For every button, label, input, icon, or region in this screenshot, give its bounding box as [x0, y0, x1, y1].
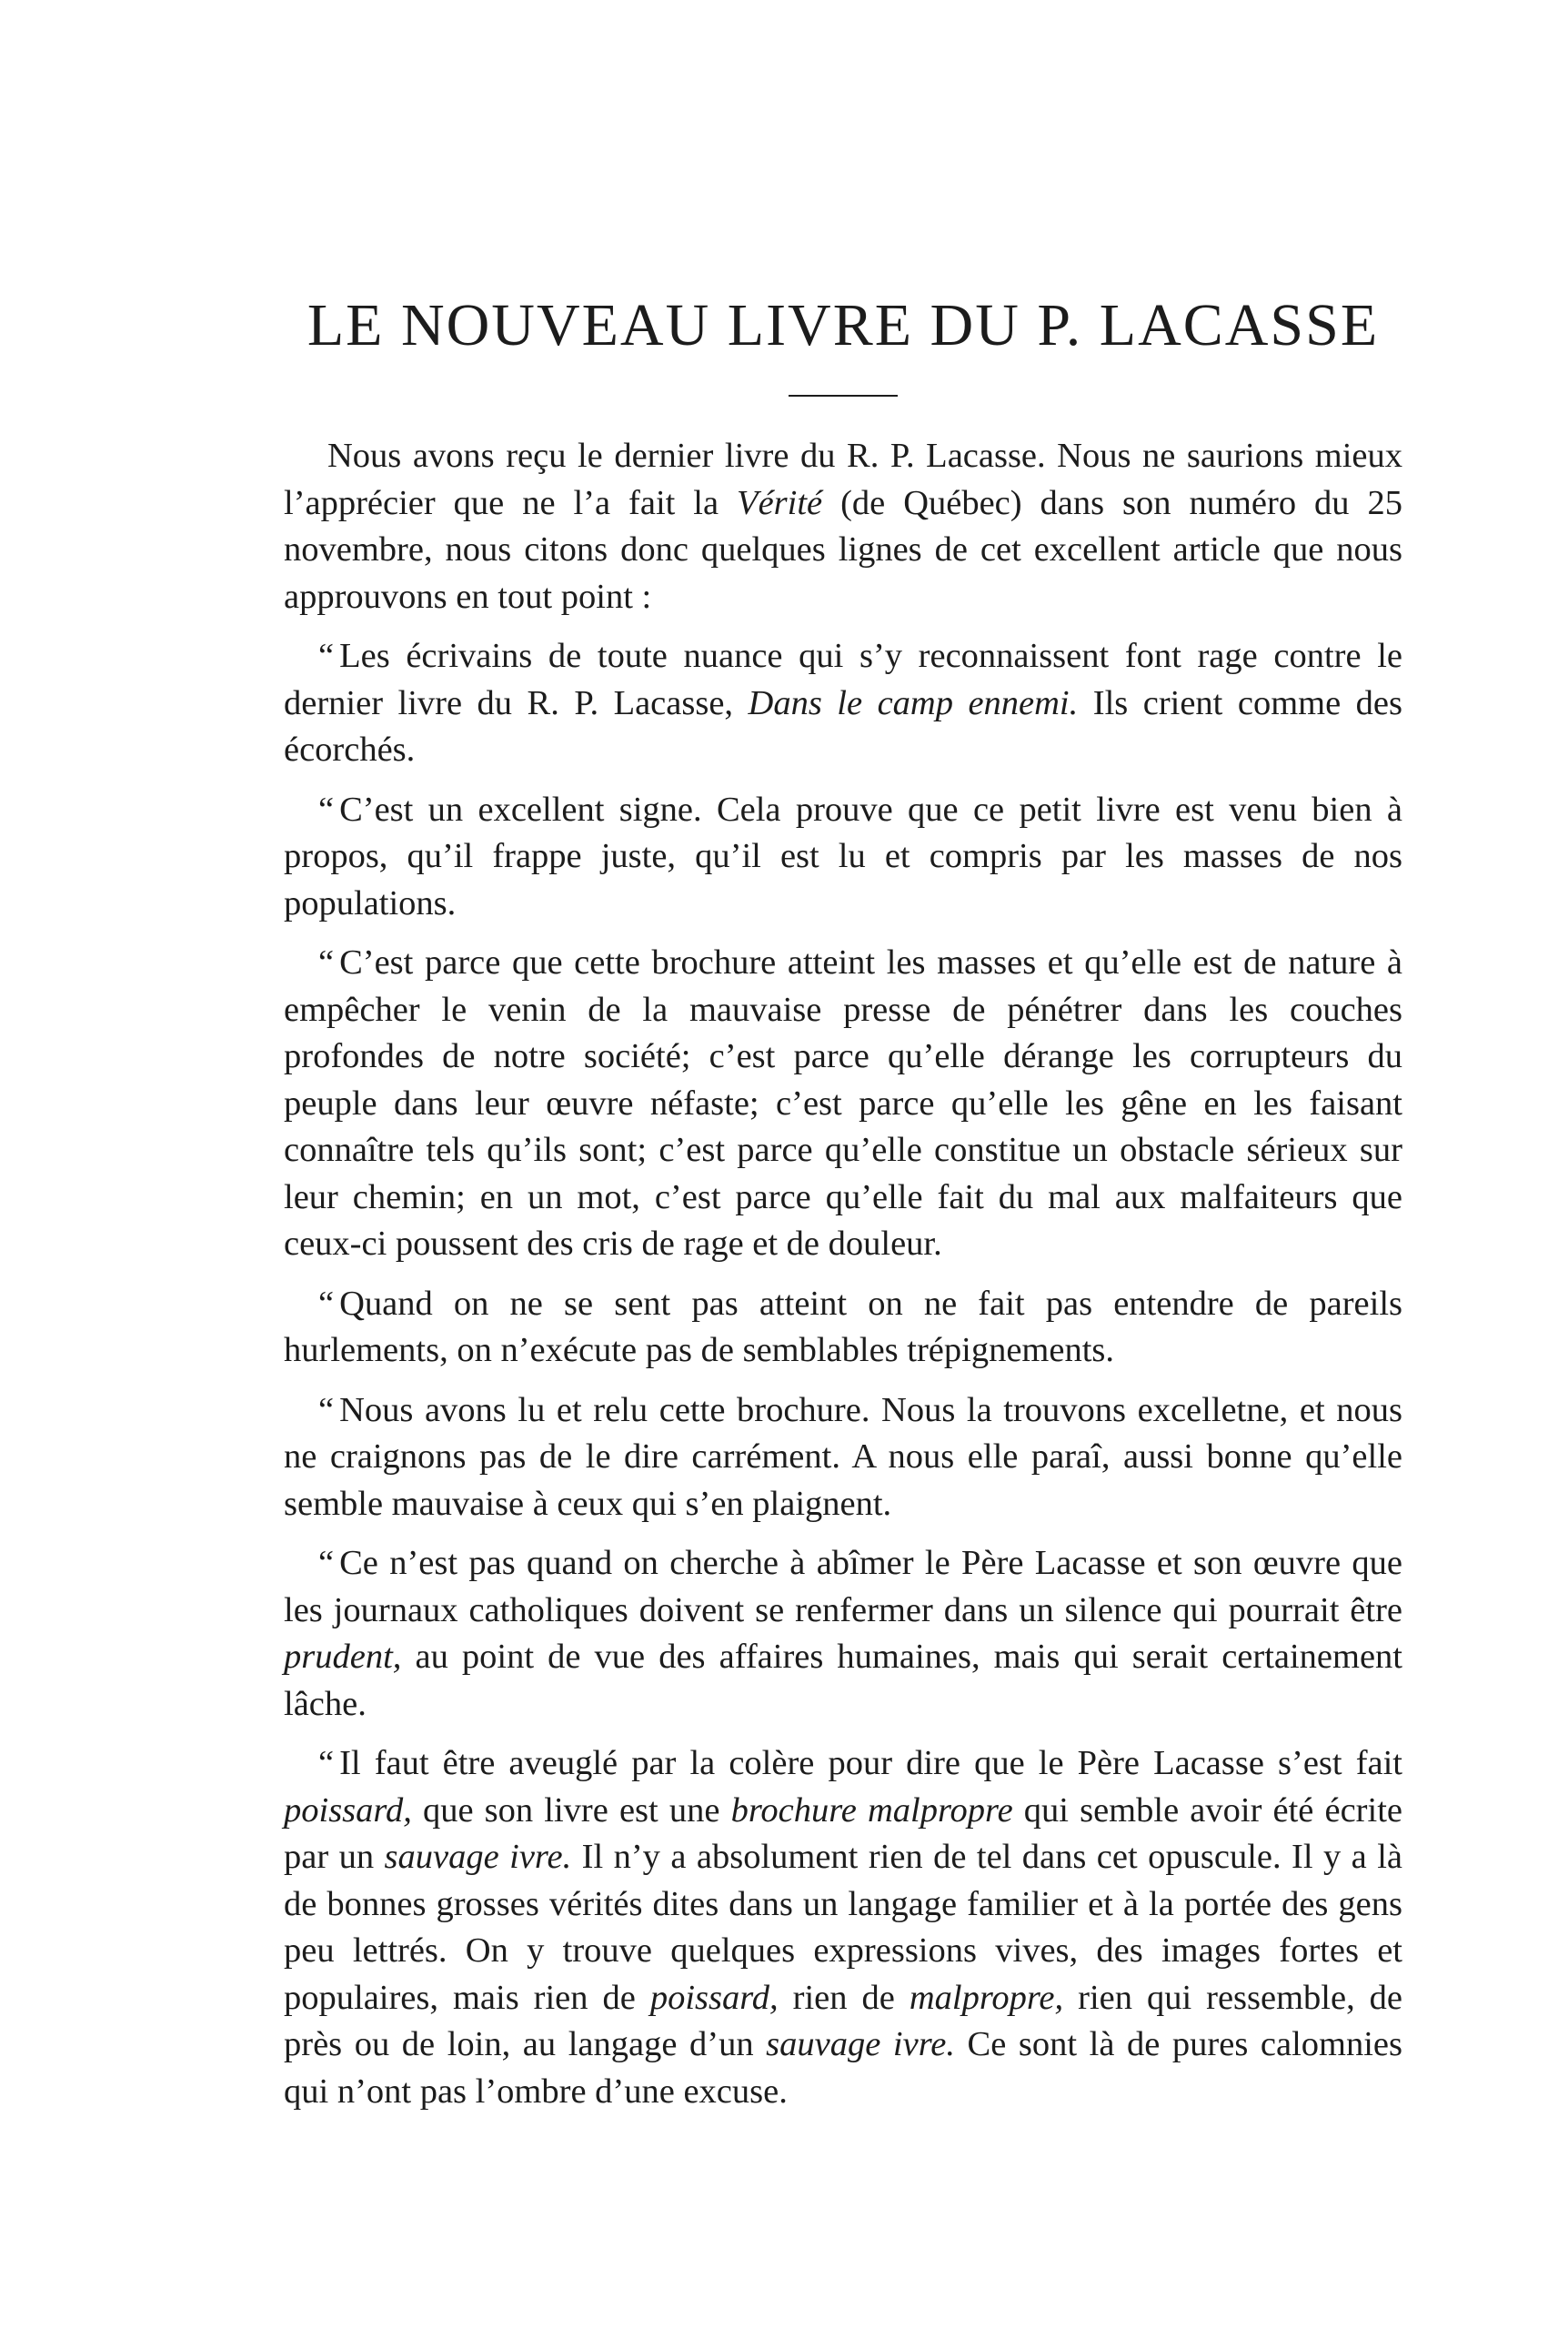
text-run: (de Québec) dans son numéro du 25 novembre, nous citons donc quelques lignes de cet excellent article que nous approuvons en tout point :	[284, 483, 1402, 616]
article-paragraph	[284, 633, 1402, 774]
text-run: C’est parce que cette brochure atteint les masses et qu’elle est de nature à empêcher le venin de la mauvaise presse de pénétrer dans les couches profondes de notre société; c’est parce qu’elle dérange les corrupteurs du peuple dans leur œuvre néfaste; c’est parce qu’elle les gêne en les faisant connaître tels qu’ils sont; c’est parce qu’elle constitue un obstacle sérieux sur leur chemin; en un mot, c’est parce qu’elle fait du mal aux malfaiteurs que ceux-ci poussent des cris de rage et de douleur.	[284, 943, 1402, 1263]
article-paragraph	[284, 940, 1402, 1268]
text-run: Ce sont là de pures calomnies qui n’ont pas l’ombre d’une excuse.	[284, 2025, 1402, 2111]
article-paragraph	[284, 1740, 1402, 2115]
text-run: qui semble avoir été écrite par un	[284, 1790, 1402, 1876]
italic-phrase: Vérité	[737, 483, 823, 522]
page	[284, 289, 1402, 2128]
article-body	[284, 433, 1402, 2115]
text-run: rien qui ressemble, de près ou de loin, au langage d’un	[284, 1978, 1403, 2063]
italic-phrase: sauvage ivre.	[766, 2025, 955, 2063]
opening-quote-mark: “	[318, 1284, 335, 1323]
text-run: Ce n’est pas quand on cherche à abîmer le Père Lacasse et son œuvre que les journaux catholiques doivent se renfermer dans un silence qui pourrait être	[284, 1544, 1402, 1629]
opening-quote-mark: “	[318, 1390, 335, 1429]
text-run: Il faut être aveuglé par la colère pour dire que le Père Lacasse s’est fait	[339, 1744, 1402, 1782]
title-rule	[789, 395, 898, 397]
opening-quote-mark: “	[318, 1544, 335, 1582]
text-run: rien de	[778, 1978, 910, 2017]
text-run: que son livre est une	[411, 1790, 731, 1830]
article-paragraph	[284, 787, 1402, 928]
text-run: au point de vue des affaires humaines, mais qui serait certainement lâche.	[284, 1638, 1402, 1723]
text-run: Nous avons lu et relu cette brochure. Nous la trouvons excelletne, et nous ne craignons pas de le dire carrément. A nous elle paraî, aussi bonne qu’elle semble mauvaise à ceux qui s’en plaignent.	[284, 1390, 1402, 1523]
article-paragraph	[284, 1540, 1402, 1728]
italic-phrase: poissard,	[284, 1790, 412, 1830]
text-run: Ils crient comme des écorchés.	[284, 683, 1402, 769]
text-run: C’est un excellent signe. Cela prouve que ce petit livre est venu bien à propos, qu’il frappe juste, qu’il est lu et compris par les masses de nos populations.	[284, 790, 1402, 922]
article-paragraph	[284, 433, 1402, 620]
opening-quote-mark: “	[318, 943, 335, 982]
opening-quote-mark: “	[318, 1744, 335, 1782]
article-paragraph	[284, 1281, 1402, 1375]
italic-phrase: sauvage ivre.	[384, 1838, 572, 1876]
text-run: Il n’y a absolument rien de tel dans cet opuscule. Il y a là de bonnes grosses vérités dites dans un langage familier et à la portée des gens peu lettrés. On y trouve quelques expressions vives, des images fortes et populaires, mais rien de	[284, 1838, 1402, 2017]
italic-phrase: brochure malpropre	[730, 1790, 1013, 1830]
text-run: Quand on ne se sent pas atteint on ne fait pas entendre de pareils hurlements, on n’exécute pas de semblables trépignements.	[284, 1284, 1402, 1369]
text-run: Les écrivains de toute nuance qui s’y reconnaissent font rage contre le dernier livre du R. P. Lacasse,	[284, 637, 1402, 722]
article-paragraph	[284, 1387, 1402, 1528]
italic-phrase: prudent,	[284, 1638, 402, 1676]
text-run: Nous avons reçu le dernier livre du R. P. Lacasse. Nous ne saurions mieux l’apprécier que ne l’a fait la	[284, 437, 1402, 522]
opening-quote-mark: “	[318, 637, 335, 675]
italic-phrase: malpropre,	[909, 1978, 1064, 2017]
opening-quote-mark: “	[318, 790, 335, 829]
article-title: LE NOUVEAU LIVRE DU P. LACASSE	[307, 292, 1380, 358]
italic-phrase: poissard,	[649, 1978, 779, 2017]
italic-phrase: Dans le camp ennemi.	[748, 683, 1079, 722]
